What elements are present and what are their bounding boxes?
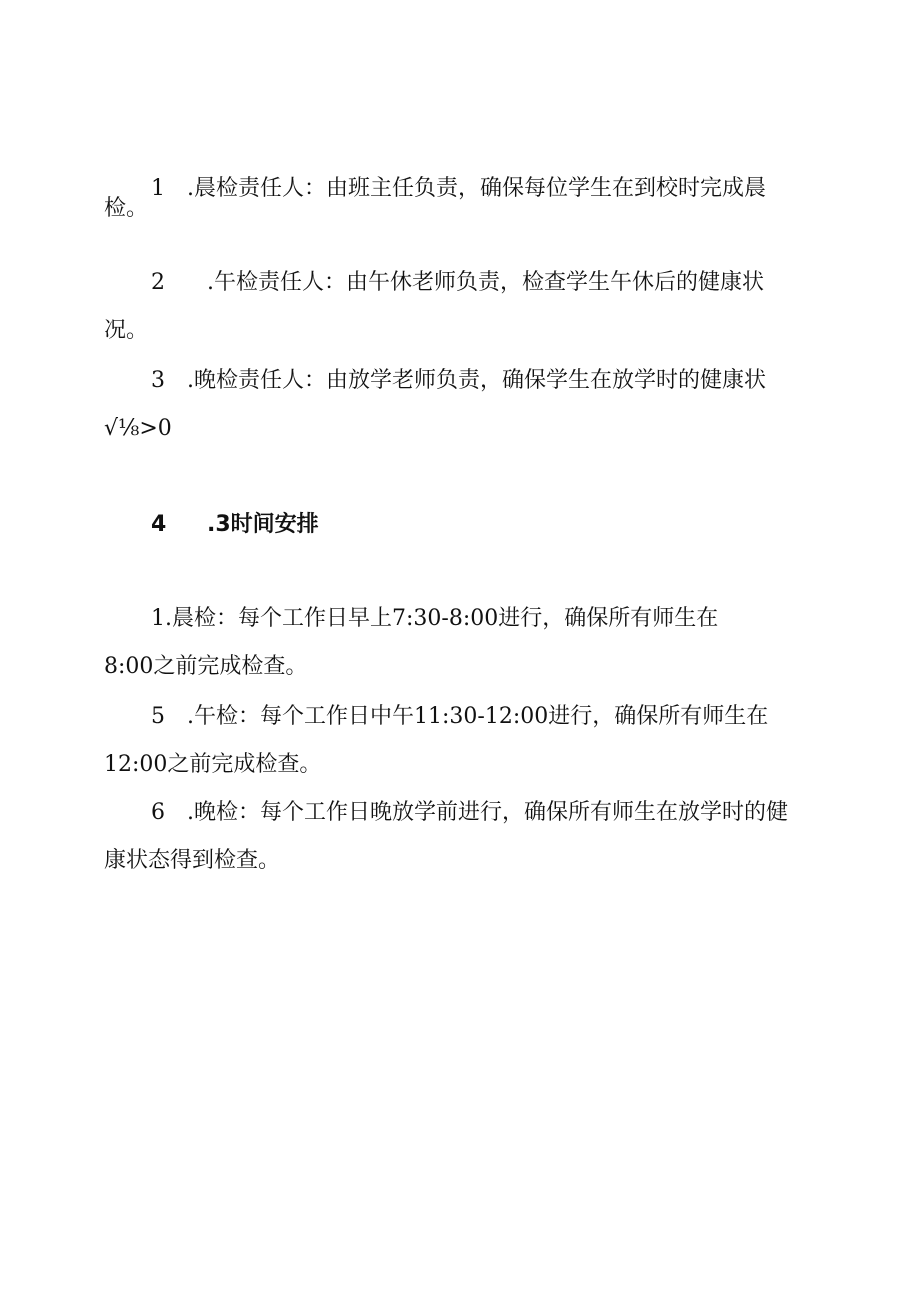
- schedule-item-2: [0, 702, 920, 732]
- responsibility-item-3-continuation: [0, 414, 920, 444]
- item-number: 5: [151, 704, 165, 729]
- item-text: .晨检责任人：由班主任负责，确保每位学生在到校时完成晨: [187, 176, 766, 201]
- item-text: 1.晨检：每个工作日早上7:30-8:00进行，确保所有师生在: [151, 606, 719, 631]
- section-title: .3时间安排: [207, 512, 319, 537]
- schedule-item-3-continuation: [0, 846, 920, 876]
- responsibility-item-2-continuation: [0, 316, 920, 346]
- schedule-item-1-continuation: [0, 652, 920, 682]
- schedule-item-1: [0, 604, 920, 634]
- item-text: 12:00之前完成检查。: [104, 752, 322, 777]
- item-text: 况。: [104, 318, 149, 343]
- item-text: .晚检责任人：由放学老师负责，确保学生在放学时的健康状: [187, 368, 766, 393]
- item-text: 8:00之前完成检查。: [104, 654, 308, 679]
- item-text: .午检责任人：由午休老师负责，检查学生午休后的健康状: [207, 270, 764, 295]
- item-number: 1: [151, 176, 165, 201]
- item-text: .晚检：每个工作日晚放学前进行，确保所有师生在放学时的健: [187, 800, 788, 825]
- schedule-item-3: [0, 798, 920, 828]
- section-heading: [0, 510, 920, 540]
- responsibility-item-1-continuation: [0, 194, 920, 224]
- responsibility-item-3: [0, 366, 920, 396]
- item-text: 康状态得到检查。: [104, 848, 281, 873]
- responsibility-item-2: [0, 268, 920, 298]
- item-text: .午检：每个工作日中午11:30-12:00进行，确保所有师生在: [187, 704, 769, 729]
- item-text: √⅛>0: [104, 416, 172, 441]
- item-text: 检。: [104, 196, 149, 221]
- item-number: 3: [151, 368, 165, 393]
- item-number: 6: [151, 800, 165, 825]
- schedule-item-2-continuation: [0, 750, 920, 780]
- item-number: 2: [151, 270, 165, 295]
- section-number: 4: [151, 512, 167, 537]
